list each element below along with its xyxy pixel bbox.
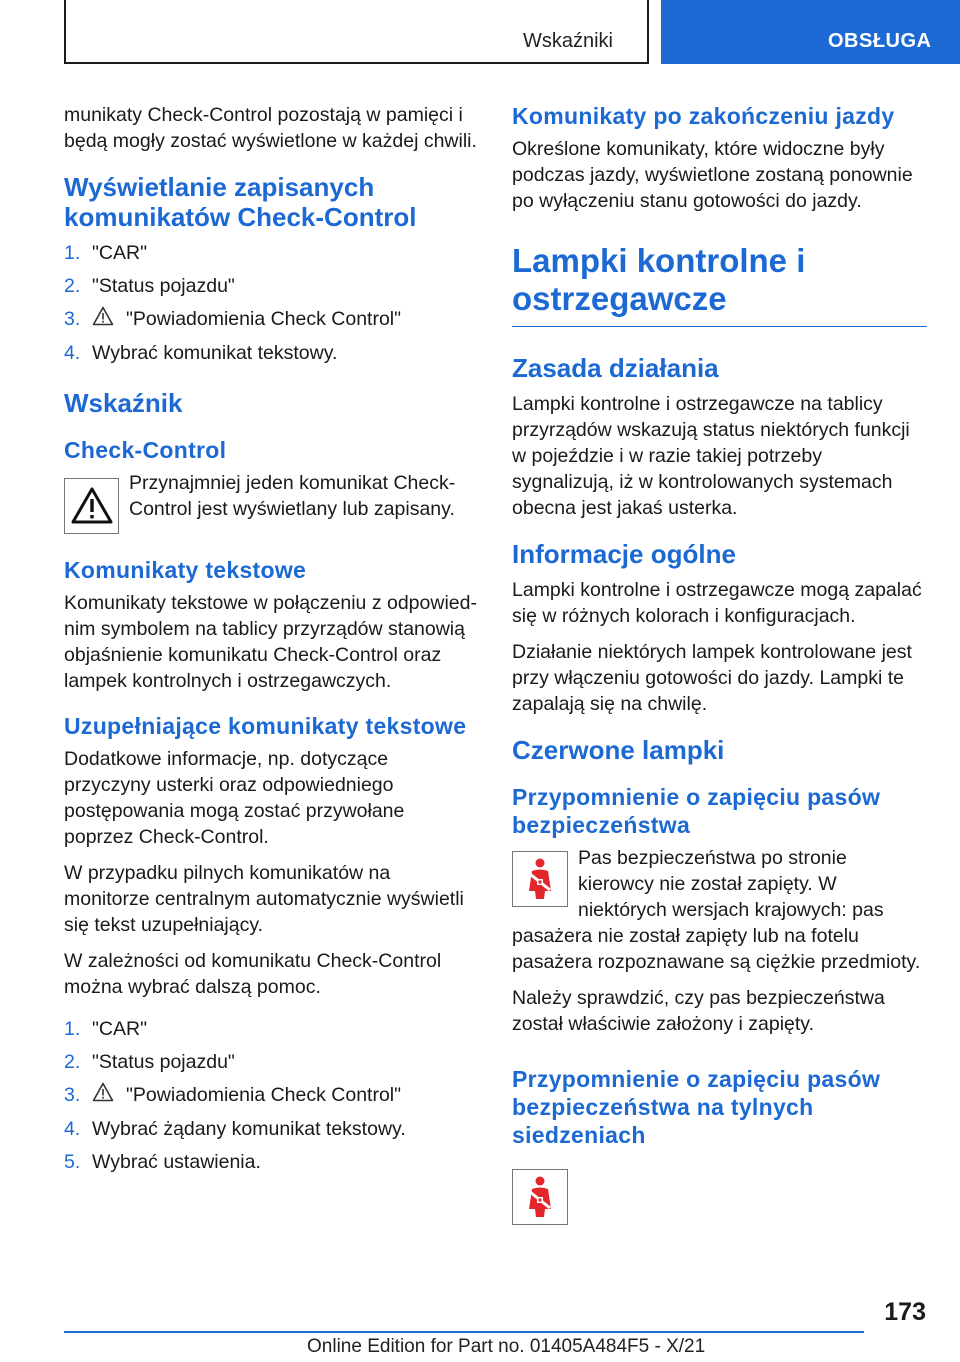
heading-principle: Zasada działania (512, 353, 719, 383)
check-control-block (64, 470, 479, 534)
page-number: 173 (884, 1298, 926, 1326)
header-section-title: Wskaźniki (522, 30, 613, 52)
heading-supplementary-messages: Uzupełniające komunikaty tekstowe (64, 713, 467, 739)
heading-seatbelt-reminder: Przypomnienie o zapięciu pasów bezpieczeństwa (512, 784, 881, 838)
rear-seatbelt-block (512, 1155, 927, 1225)
heading-saved-messages: Wyświetlanie zapisanych komunikatów Check-Control (64, 172, 417, 232)
heading-rear-seatbelt-reminder: Przypomnienie o zapięciu pasów bezpieczeństwa na tylnych siedzeniach (512, 1066, 881, 1148)
list-item: 5. Wybrać ustawienia. (64, 1151, 261, 1173)
heading-check-control: Check-Control (64, 437, 227, 463)
list-item: 4. Wybrać żądany komunikat tekstowy. (64, 1118, 406, 1140)
check-control-warning-icon (64, 478, 119, 534)
header-chapter-tab (661, 0, 960, 64)
seatbelt-block (512, 845, 927, 985)
rear-seatbelt-warning-icon (512, 1169, 568, 1225)
list-item: 2. "Status pojazdu" (64, 275, 235, 297)
heading-lamps: Lampki kontrolne i ostrzegawcze (512, 242, 927, 327)
right-column (512, 102, 927, 1225)
seatbelt-paragraph-1: Pas bezpieczeństwa po stronie kierowcy nie został zapięty. W niektórych wersjach krajowych: pas pasażera nie został zapięty lub na fotelu pasażera rozpoznawane są ciężkie przedmioty. (512, 847, 921, 973)
steps-list-1 (64, 240, 479, 366)
list-item: 3. "Powiadomienia Check Control" (64, 306, 479, 333)
end-of-drive-paragraph: Określone komunikaty, które widoczne były podczas jazdy, wyświetlone zostaną ponownie po wyłączeniu stanu gotowości do jazdy. (512, 138, 913, 212)
seatbelt-paragraph-2: Należy sprawdzić, czy pas bezpieczeństwa został właściwie założony i zapięty. (512, 987, 885, 1035)
heading-red-lamps: Czerwone lampki (512, 735, 725, 765)
warning-triangle-icon (92, 1082, 118, 1109)
heading-end-of-drive: Komunikaty po zakończeniu jazdy (512, 103, 895, 129)
list-item: 1. "CAR" (64, 1018, 148, 1040)
principle-paragraph: Lampki kontrolne i ostrzegawcze na tablicy przyrządów wskazują status niektórych funkcji w pojeździe i w razie takiej potrzeby sygnalizują, iż w kontrolowanych systemach obecna jest jakaś usterka. (512, 393, 910, 519)
general-paragraph-2: Działanie niektórych lampek kontrolowane jest przy włączeniu gotowości do jazdy. Lampki te zapalają się na chwilę. (512, 641, 912, 715)
check-control-text: Przynajmniej jeden komunikat Check-Control jest wyświetlany lub zapisany. (129, 472, 456, 520)
steps-list-2 (64, 1016, 479, 1175)
warning-triangle-icon (92, 306, 118, 333)
general-paragraph-1: Lampki kontrolne i ostrzegawcze mogą zapalać się w różnych kolorach i konfiguracjach. (512, 579, 922, 627)
intro-paragraph: munikaty Check-Control pozostają w pamięci i będą mogły zostać wyświetlone w każdej chwili. (64, 104, 477, 152)
supplementary-paragraph-2: W przypadku pilnych komunikatów na monitorze centralnym automatycznie wyświetli się tekst uzupełniający. (64, 862, 464, 936)
header-chapter-title: OBSŁUGA (828, 30, 932, 52)
header-section-box (64, 0, 649, 64)
list-item: 1. "CAR" (64, 242, 148, 264)
heading-text-messages: Komunikaty tekstowe (64, 557, 307, 583)
heading-indicator: Wskaźnik (64, 388, 183, 418)
seatbelt-warning-icon (512, 851, 568, 907)
footer-divider (64, 1331, 864, 1333)
left-column (64, 102, 479, 1185)
list-item: 4. Wybrać komunikat tekstowy. (64, 342, 338, 364)
text-messages-paragraph: Komunikaty tekstowe w połączeniu z odpowiednim symbolem na tablicy przyrządów stanowią objaśnienie komunikatu Check-Control oraz lampek kontrolnych i ostrzegawczych. (64, 592, 477, 692)
list-item: 3. "Powiadomienia Check Control" (64, 1082, 479, 1109)
heading-general-info: Informacje ogólne (512, 539, 736, 569)
supplementary-paragraph-1: Dodatkowe informacje, np. dotyczące przyczyny usterki oraz odpowiedniego postępowania mogą zostać przywołane poprzez Check-Control. (64, 748, 405, 848)
footer-edition: Online Edition for Part no. 01405A484F5 - X/21 (307, 1336, 706, 1357)
supplementary-paragraph-3: W zależności od komunikatu Check-Control można wybrać dalszą pomoc. (64, 950, 442, 998)
list-item: 2. "Status pojazdu" (64, 1051, 235, 1073)
